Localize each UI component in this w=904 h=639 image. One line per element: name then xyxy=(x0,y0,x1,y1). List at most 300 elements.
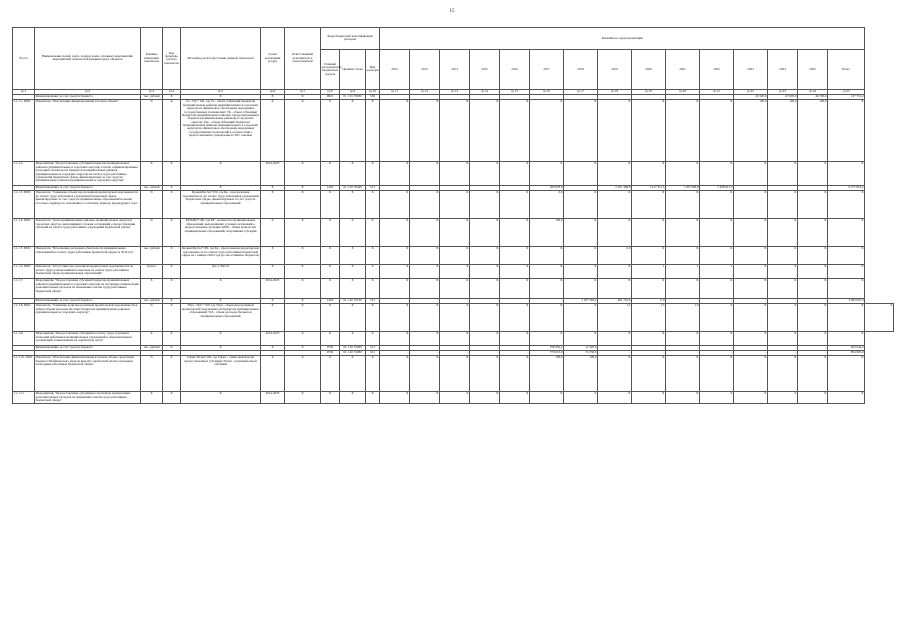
table-cell: Х xyxy=(768,304,798,332)
table-cell: 46 700,6 xyxy=(798,95,828,100)
table-cell: - xyxy=(500,346,530,351)
table-cell: 0,0 xyxy=(598,247,632,265)
table-cell: - xyxy=(666,346,700,351)
table-cell: 1 xyxy=(632,265,666,279)
table-cell: 1 187 608,8 xyxy=(666,186,700,191)
table-cell: Х xyxy=(261,299,285,304)
table-cell: Х xyxy=(500,100,530,162)
table-cell: 100,0 xyxy=(530,219,564,247)
row-name-cell: Мероприятие "Предоставление субсидий на оплату труда отдельных категорий работников муниципальных учреждений и образовательных организаций, повышающих их заработную плату" xyxy=(35,332,141,346)
table-cell: Х xyxy=(500,356,530,392)
col-header-grbs: Главный распорядитель бюджетных средств xyxy=(321,49,340,89)
table-cell: 521 xyxy=(366,186,380,191)
table-cell: Х xyxy=(181,332,261,346)
table-cell: Х xyxy=(470,100,500,162)
table-cell: Х xyxy=(598,219,632,247)
table-cell: 199 956,2 xyxy=(530,346,564,351)
row-name-cell: Мероприятие "Предоставление субсидий бюджетам муниципальных районов (муниципальных и городских округов) на частичную компенсацию дополнительных расходов на повышение оплаты труда работников бюджетной сферы" xyxy=(35,279,141,299)
table-cell: 01 1 02 70130 xyxy=(340,299,366,304)
table-cell: Х xyxy=(564,247,598,265)
table-cell: Упрз / Урб * 100, где Упрз - объем просроченной кредиторской задолженности бюджетов муниципальных образований; Урб - объем расходов бюджетов муниципальных образований xyxy=(181,304,261,332)
table-cell: Х xyxy=(470,191,500,219)
table-cell: Х xyxy=(500,332,530,346)
table-cell: Х xyxy=(700,219,734,247)
table-cell: Х xyxy=(530,392,564,404)
table-cell: Х xyxy=(141,162,163,186)
table-cell: Х xyxy=(163,304,181,332)
table-cell: Х xyxy=(666,162,700,186)
table-cell: Х xyxy=(410,191,440,219)
table-cell: 0910 xyxy=(321,95,340,100)
table-cell: Х xyxy=(163,265,181,279)
table-cell: Х xyxy=(700,356,734,392)
column-number-cell: гр.2 xyxy=(35,89,141,95)
table-cell: 43 320,6 xyxy=(734,95,768,100)
table-cell: Х xyxy=(261,191,285,219)
col-header-name: Наименование целей, задач, подпрограмм, основных мероприятий, мероприятий, показателей (индикаторов), объектов xyxy=(35,28,141,90)
table-cell: Х xyxy=(768,265,798,279)
table-cell: Х xyxy=(410,304,440,332)
table-cell: Х xyxy=(321,392,340,404)
table-cell: Х xyxy=(734,265,768,279)
col-header-year: 2025 xyxy=(798,49,828,89)
table-cell: - xyxy=(598,351,632,356)
table-cell: Х xyxy=(285,186,321,191)
table-cell: Х xyxy=(163,219,181,247)
table-cell: Х xyxy=(666,356,700,392)
row-name-cell: Показатель "Отсутствие просроченной кредиторской задолженности по оплате труда и начислениям на выплаты по оплате труда работников бюджетной сферы муниципальных образований" xyxy=(35,265,141,279)
table-cell: Х xyxy=(530,265,564,279)
table-cell: Кр.вып/Кр.баз*100, где Кр - просроченная кредиторская задолженность по оплате труда работников бюджетной сферы на 1 января 2020 года (в сопоставимых бюджетах) xyxy=(181,247,261,265)
table-cell: Х xyxy=(380,332,410,346)
table-cell: тыс. рублей xyxy=(141,346,163,351)
col-header-year: 2013 xyxy=(410,49,440,89)
table-cell: - xyxy=(500,299,530,304)
table-cell: 01 1 02 72280 xyxy=(340,351,366,356)
table-cell: Х xyxy=(564,304,598,332)
table-cell: Х xyxy=(410,219,440,247)
table-cell: - xyxy=(734,299,768,304)
table-cell: Х xyxy=(380,162,410,186)
table-row xyxy=(13,162,894,186)
table-cell: Х xyxy=(564,332,598,346)
table-cell: Х xyxy=(470,279,500,299)
table-cell: Х xyxy=(700,332,734,346)
table-cell: Х xyxy=(768,392,798,404)
col-header-executor: Ответственный исполнитель и соисполнители xyxy=(285,28,321,90)
table-cell: Х xyxy=(530,279,564,299)
table-cell: Х xyxy=(261,100,285,162)
table-cell: Х xyxy=(340,265,366,279)
col-header-year: 2023 xyxy=(734,49,768,89)
table-cell: - xyxy=(768,346,798,351)
col-header-year: 2014 xyxy=(440,49,470,89)
table-cell: Да=1, Нет=0 xyxy=(181,265,261,279)
table-cell: 100,0 xyxy=(798,100,828,162)
table-cell: Х xyxy=(564,219,598,247)
table-cell: Х xyxy=(632,162,666,186)
table-cell: Х xyxy=(366,356,380,392)
column-number-cell: гр.16 xyxy=(530,89,564,95)
col-header-year: 2012 xyxy=(380,49,410,89)
table-cell: 521 xyxy=(366,351,380,356)
table-cell: Х xyxy=(828,392,865,404)
col-header-year: 2019 xyxy=(598,49,632,89)
table-cell: Х xyxy=(798,191,828,219)
table-cell: Х xyxy=(285,219,321,247)
table-cell: Х xyxy=(261,186,285,191)
table-cell: тыс. рублей xyxy=(141,186,163,191)
table-cell: Х xyxy=(380,265,410,279)
table-cell: Х xyxy=(410,247,440,265)
table-cell: Х xyxy=(470,265,500,279)
table-cell: Х xyxy=(321,279,340,299)
table-cell: Х xyxy=(163,247,181,265)
column-number-cell: гр.15 xyxy=(500,89,530,95)
table-cell: Х xyxy=(470,392,500,404)
table-cell: Х xyxy=(340,356,366,392)
table-row xyxy=(13,247,894,265)
table-cell: Х xyxy=(828,247,865,265)
table-cell: тыс. рублей xyxy=(141,95,163,100)
table-cell: Х xyxy=(564,162,598,186)
col-header-source: Методика расчета (источник данных) показателя xyxy=(181,28,261,90)
table-cell: - xyxy=(768,351,798,356)
table-cell: Х xyxy=(666,219,700,247)
column-number-cell: гр.7 xyxy=(285,89,321,95)
table-cell: Х xyxy=(598,356,632,392)
table-cell: - xyxy=(410,299,440,304)
table-cell: 1 028 913,0 xyxy=(700,186,734,191)
table-cell: Х xyxy=(734,279,768,299)
column-number-cell: гр.20 xyxy=(666,89,700,95)
table-cell: Х xyxy=(410,279,440,299)
table-cell: % xyxy=(141,304,163,332)
col-header-no: № п/п xyxy=(13,28,35,90)
table-cell: 6 277 816,2 xyxy=(828,186,865,191)
table-cell: % xyxy=(141,191,163,219)
table-cell: Х xyxy=(285,265,321,279)
table-cell: Х xyxy=(380,304,410,332)
table-cell: Х xyxy=(366,265,380,279)
table-cell: - xyxy=(598,346,632,351)
table-cell: Х xyxy=(798,247,828,265)
table-cell: Да/нет xyxy=(141,265,163,279)
table-cell: Уфакт/Уплан*100, где Уфакт - сумма фактически предоставленных субсидий; Уплан - плановый объем субсидий xyxy=(181,356,261,392)
table-cell: - xyxy=(440,346,470,351)
table-cell: Х xyxy=(340,247,366,265)
row-number-cell: 1.1.1.7. xyxy=(13,279,35,299)
table-cell: Х xyxy=(598,191,632,219)
table-cell: 74 330,9 xyxy=(564,351,598,356)
table-cell: Х xyxy=(285,191,321,219)
column-number-cell: гр.17 xyxy=(564,89,598,95)
table-cell: Х xyxy=(500,247,530,265)
column-number-cell: гр.12 xyxy=(410,89,440,95)
table-cell: Х xyxy=(163,299,181,304)
table-cell: - xyxy=(700,346,734,351)
table-cell: 1403 xyxy=(321,299,340,304)
table-cell: Х xyxy=(798,279,828,299)
table-cell: Х xyxy=(632,332,666,346)
table-cell: Х xyxy=(163,162,181,186)
row-name-cell: Показатель "Доля муниципальных районов, муниципальных округов и городских округов, выполнивших условия соглашений о предоставлении субсидий на оплату труда работников учреждений бюджетной сферы" xyxy=(35,219,141,247)
table-cell: Х xyxy=(768,162,798,186)
table-cell: Х xyxy=(798,356,828,392)
column-number-cell: гр.25 xyxy=(828,89,865,95)
row-number-cell: 1.1.1.5. ПМ1 xyxy=(13,247,35,265)
table-cell: Х xyxy=(440,332,470,346)
table-cell: Х xyxy=(734,247,768,265)
table-row xyxy=(13,356,894,392)
table-cell: Х xyxy=(366,392,380,404)
table-cell: Х xyxy=(470,247,500,265)
table-cell: 2014-2025 xyxy=(261,279,285,299)
table-cell: 01 1 01 79030 xyxy=(340,95,366,100)
table-cell: Х xyxy=(163,356,181,392)
table-cell: Х xyxy=(321,162,340,186)
table-cell: Х xyxy=(340,279,366,299)
table-cell: % xyxy=(141,219,163,247)
table-cell: Х xyxy=(285,247,321,265)
table-cell: Х xyxy=(828,100,865,162)
table-cell: Х xyxy=(440,265,470,279)
table-cell: Х xyxy=(632,356,666,392)
table-cell: 100,0 xyxy=(564,356,598,392)
table-cell: Х xyxy=(410,356,440,392)
table-cell: Х xyxy=(285,392,321,404)
table-cell: 1,5 xyxy=(598,304,632,332)
table-cell: - xyxy=(700,351,734,356)
table-cell: - xyxy=(410,346,440,351)
table-cell: Х xyxy=(500,265,530,279)
table-cell: 0,0 xyxy=(632,299,666,304)
table-cell: Х xyxy=(321,219,340,247)
table-cell: Х xyxy=(380,279,410,299)
table-cell: Х xyxy=(181,346,261,351)
column-number-cell: гр.21 xyxy=(700,89,734,95)
table-cell: Х xyxy=(700,247,734,265)
table-cell: Х xyxy=(632,392,666,404)
table-cell: 203 044,2 xyxy=(828,346,865,351)
table-cell: Х xyxy=(828,279,865,299)
table-cell: Х xyxy=(261,265,285,279)
table-cell: Х xyxy=(598,332,632,346)
row-number-cell: 1.1.1.3. ПМ1 xyxy=(13,191,35,219)
table-cell: Х xyxy=(440,162,470,186)
table-row xyxy=(13,279,894,299)
row-number-cell: 1.1.1.6. ПМ1 xyxy=(13,265,35,279)
table-cell: Х xyxy=(632,100,666,162)
table-cell: Х xyxy=(700,392,734,404)
table-cell: Х xyxy=(564,265,598,279)
table-row xyxy=(13,304,894,332)
table-cell: 661 710,6 xyxy=(598,299,632,304)
row-name-cell: Показатель "Снижение объема просроченной кредиторской задолженности по оплате труда работников учреждений бюджетной сферы, финансируемых за счет средств муниципальных образований на конец отчетного периода по отношению к отчетному периоду предыдущего года" xyxy=(35,191,141,219)
page-number: 15 xyxy=(449,9,455,14)
table-cell: Х xyxy=(261,304,285,332)
table-cell: Х xyxy=(440,247,470,265)
table-cell: Х xyxy=(734,392,768,404)
col-header-target: Целевая статья xyxy=(340,49,366,89)
table-cell: Х xyxy=(340,162,366,186)
row-number-cell: 1.1.1.10. ПМ1 xyxy=(13,356,35,392)
table-cell: Х xyxy=(798,162,828,186)
table-cell: Х xyxy=(285,332,321,346)
table-cell: Х xyxy=(598,100,632,162)
table-cell: 1,0 xyxy=(666,304,700,332)
table-cell: 01 1 02 72280 xyxy=(340,346,366,351)
table-cell: Х xyxy=(141,332,163,346)
table-cell: Х xyxy=(380,191,410,219)
row-name-cell: Показатель "Снижение доли просроченной кредиторской задолженности в общем объеме расходов местных бюджетов муниципальных районов (муниципальных и городских округов)" xyxy=(35,304,141,332)
table-cell: 12 320,6 xyxy=(564,346,598,351)
table-cell: Х xyxy=(440,100,470,162)
table-cell: Х xyxy=(321,356,340,392)
table-cell: 100,0 xyxy=(734,100,768,162)
table-row xyxy=(13,265,894,279)
table-cell: 209 878,8 xyxy=(530,186,564,191)
table-cell: Х xyxy=(666,332,700,346)
col-header-unit: Единица измерения показателя xyxy=(141,28,163,90)
table-cell: Х xyxy=(470,219,500,247)
table-cell: Х xyxy=(261,356,285,392)
table-cell: 770 013,9 xyxy=(530,351,564,356)
table-cell: Х xyxy=(632,219,666,247)
table-cell: Х xyxy=(564,279,598,299)
program-table xyxy=(12,27,894,404)
table-cell: 2 093 625,3 xyxy=(828,299,865,304)
row-name-cell: Финансирование за счет средств бюджета xyxy=(35,186,141,191)
row-name-cell: Мероприятие "Предоставление субсидий бюджетам муниципальных районов (муниципальных и городских округов) в целях софинансирования расходных обязательств бюджетов муниципальных районов (муниципальных и городских округов) на оплату труда работников учреждений бюджетной сферы, финансируемых за счет средств муниципальных районов (муниципальных и городских округов)" xyxy=(35,162,141,186)
table-cell: 1 xyxy=(666,265,700,279)
table-cell: Х xyxy=(261,346,285,351)
table-cell: Х xyxy=(181,162,261,186)
table-cell: Х xyxy=(285,162,321,186)
table-cell: Х xyxy=(500,162,530,186)
column-number-cell: гр.13 xyxy=(440,89,470,95)
table-cell: 530 xyxy=(366,95,380,100)
table-cell: Х xyxy=(798,219,828,247)
table-cell: Х xyxy=(470,162,500,186)
table-cell: Х xyxy=(366,304,380,332)
table-cell: Х xyxy=(163,100,181,162)
table-cell: % xyxy=(141,100,163,162)
table-cell: Х xyxy=(768,247,798,265)
table-cell: - xyxy=(632,346,666,351)
table-row xyxy=(13,219,894,247)
table-cell: Х xyxy=(798,332,828,346)
table-cell: - xyxy=(666,299,700,304)
column-number-cell: гр.19 xyxy=(632,89,666,95)
col-header-year: 2015 xyxy=(470,49,500,89)
table-cell: Х xyxy=(500,392,530,404)
table-cell: Х xyxy=(141,392,163,404)
table-cell: Кр.вып/Кр.баз*100, где Кр - просроченная задолженность по оплате труда работников учреждений бюджетной сферы, финансируемых за счет средств муниципальных образований xyxy=(181,191,261,219)
table-cell: Х xyxy=(734,219,768,247)
column-number-cell: гр.18 xyxy=(598,89,632,95)
table-cell: Х xyxy=(321,332,340,346)
col-header-values: Значения по годам реализации xyxy=(380,28,865,50)
table-cell: Х xyxy=(734,332,768,346)
table-cell: Х xyxy=(321,191,340,219)
row-number-cell: 1.1.1.1. ПМ1 xyxy=(13,100,35,162)
table-cell: 521 xyxy=(366,299,380,304)
column-number-cell: гр.22 xyxy=(734,89,768,95)
table-cell: Х xyxy=(666,279,700,299)
table-cell: Х xyxy=(666,392,700,404)
table-cell: Х xyxy=(366,279,380,299)
table-cell: Х xyxy=(564,191,598,219)
table-cell: Х xyxy=(768,279,798,299)
table-cell: 1403 xyxy=(321,186,340,191)
table-cell: Х xyxy=(564,392,598,404)
table-cell: - xyxy=(440,299,470,304)
table-cell: Х xyxy=(700,100,734,162)
table-cell: - xyxy=(380,351,410,356)
table-cell: Х xyxy=(285,346,321,351)
row-number-cell: 1.1.1.2. xyxy=(13,162,35,186)
table-cell: Х xyxy=(500,191,530,219)
column-number-cell: гр.11 xyxy=(380,89,410,95)
table-cell: 0702 xyxy=(321,351,340,356)
row-number-cell: 1.1.1.8. ПМ1 xyxy=(13,304,35,332)
table-cell: 0,0 xyxy=(530,191,564,219)
table-cell: Х xyxy=(530,100,564,162)
table-cell: Х xyxy=(380,100,410,162)
table-cell: Х xyxy=(828,332,865,346)
table-cell: Х xyxy=(261,219,285,247)
table-cell: Х xyxy=(734,304,768,332)
table-cell: Х xyxy=(632,247,666,265)
table-cell: Х xyxy=(366,247,380,265)
table-cell: - xyxy=(470,351,500,356)
table-cell: Х xyxy=(700,191,734,219)
table-cell: - xyxy=(734,351,768,356)
table-row xyxy=(13,100,894,162)
table-cell: 1 417 311,5 xyxy=(632,186,666,191)
column-number-cell: гр.6 xyxy=(261,89,285,95)
table-cell: Х xyxy=(598,162,632,186)
column-number-cell: гр.23 xyxy=(768,89,798,95)
table-cell: Х xyxy=(380,219,410,247)
table-cell: 100,0 xyxy=(530,356,564,392)
table-cell: - xyxy=(380,346,410,351)
table-cell: Х xyxy=(768,191,798,219)
table-cell: Х xyxy=(261,95,285,100)
row-number-cell: 1.1.1.11. xyxy=(13,392,35,404)
table-cell: 0702 xyxy=(321,346,340,351)
table-cell: Х xyxy=(410,332,440,346)
table-cell: Х xyxy=(366,162,380,186)
table-cell: 2 201 498,8 xyxy=(598,186,632,191)
table-cell: Х xyxy=(440,392,470,404)
table-cell: Х xyxy=(285,356,321,392)
table-cell: Х xyxy=(181,95,261,100)
table-cell: Х xyxy=(163,279,181,299)
table-cell: Х xyxy=(865,304,894,332)
col-header-year: 2018 xyxy=(564,49,598,89)
table-cell: - xyxy=(380,299,410,304)
table-cell: Х xyxy=(440,279,470,299)
table-cell: - xyxy=(440,351,470,356)
table-cell: Х xyxy=(340,191,366,219)
table-cell: Х xyxy=(380,247,410,265)
col-header-year: 2017 xyxy=(530,49,564,89)
column-number-cell: гр.1 xyxy=(13,89,35,95)
column-number-cell: гр.14 xyxy=(470,89,500,95)
table-cell: Х xyxy=(285,100,321,162)
